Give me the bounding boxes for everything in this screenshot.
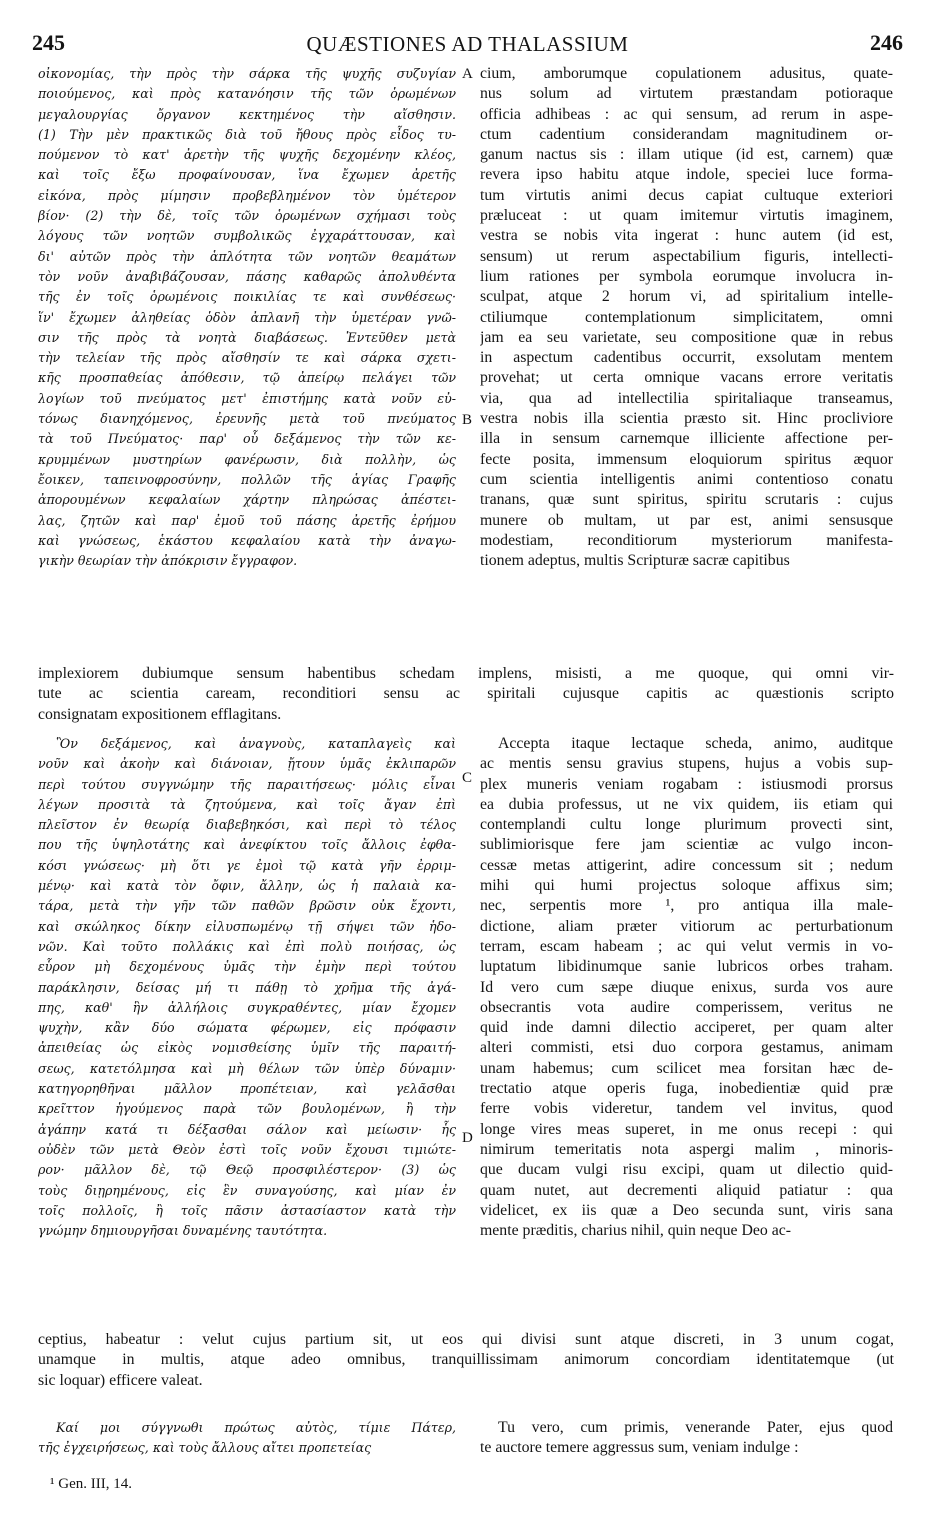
- text-line: tum virtutis animi decus capiat cultuque exteriori: [480, 186, 893, 204]
- text-line: obsecrantis vota audire comperissem, veritus ne: [480, 998, 893, 1016]
- text-line: λογίων τοῦ πνεύματος μετ' ἐπιστήμης κατὰ νοῦν εὐ-: [38, 390, 456, 406]
- text-line: implexiorem dubiumque sensum habentibus schedam implens, misisti, a me quoque, qui omni vir-: [38, 665, 894, 682]
- text-line: cum scientia intelligentis animi contentioso conatu: [480, 470, 893, 488]
- text-line: unam habemus; cum scilicet mea forsitan hæc de-: [480, 1059, 893, 1077]
- text-line: in aspectum cadentibus occurrit, exsolutam mentem: [480, 349, 893, 367]
- text-line: τὴν τελείαν τῆς πρὸς αἴσθησίν τε καὶ σάρκα σχετι-: [38, 350, 456, 366]
- text-line: nus solum ad virtutem præstandam potioraque: [480, 85, 893, 103]
- text-line: λόγους τῶν νοητῶν συμβολικῶς ἐγχαράττουσαν, καὶ: [38, 228, 456, 244]
- text-line: longe vires meas superet, in me onus recepi : qui: [480, 1120, 893, 1138]
- text-line: luptatum libidinumque sanie lubricos orbes traham.: [480, 958, 893, 976]
- latin-column-block-3: [480, 1418, 893, 1459]
- text-line: mihi qui humi projectus soloque affixus sim;: [480, 877, 893, 895]
- text-line: τάρα, μετὰ τὴν γῆν τῶν παθῶν βρῶσιν οὐκ ἔχοντι,: [38, 898, 456, 914]
- text-line: ἀπορουμένων κεφαλαίων χάρτην πληρώσας ἀπέστει-: [38, 492, 456, 508]
- text-line: ἔοικεν, ταπεινοφροσύνην, πολλῶν τῆς ἁγίας Γραφῆς: [38, 471, 456, 487]
- full-width-latin-2: [38, 1330, 894, 1391]
- text-line: οἰκονομίας, τὴν πρὸς τὴν σάρκα τῆς ψυχῆς συζυγίαν: [38, 66, 456, 81]
- text-line: Accepta itaque lectaque scheda, animo, auditque: [498, 735, 893, 752]
- text-line: cessæ metas attigerint, adire concessum sit ; nedum: [480, 856, 893, 874]
- text-line: plex muneris veniam rogabam : istiusmodi prorsus: [480, 775, 893, 793]
- text-line: κρυμμένων μυστηρίων φανέρωσιν, διὰ πολλὴν, ὡς: [38, 451, 456, 467]
- text-line: σιν τῆς πρὸς τὰ νοητὰ διαβάσεως. Ἐντεῦθεν μετὰ: [38, 329, 456, 345]
- text-line: τόνως διανηχόμενος, ἐρευνῆς μετὰ τοῦ πνεύματος: [38, 411, 456, 427]
- text-line: μεγαλουργίας ὄργανον κεκτημένος τὴν αἴσθησιν.: [38, 106, 456, 122]
- margin-marker-d: D: [462, 1130, 473, 1146]
- text-line: ψυχὴν, κἂν δύο σώματα φέρωμεν, εἰς πρόφασιν: [38, 1020, 456, 1036]
- text-line: modestiam, reconditiorum mysteriorum manifesta-: [480, 531, 893, 549]
- page-header: [32, 30, 903, 58]
- greek-column-block-2: [38, 734, 456, 1241]
- left-page-number: 245: [32, 30, 65, 55]
- text-line: ἀπειθείας ὡς εἰκὸς νομισθείσης ὑμῖν τῆς παραιτή-: [38, 1040, 456, 1056]
- text-line: quid inde damni dilectio acciperet, per quam alter: [480, 1019, 893, 1037]
- text-line: contemplandi cultu longe plurimum provecti sint,: [480, 816, 893, 834]
- text-line: Id vero cum sæpe diuque enixus, surda vos aure: [480, 978, 893, 996]
- text-line: revera ipso habitu atque indole, speciei luce forma-: [480, 166, 893, 184]
- greek-column-block-1: [38, 64, 456, 571]
- text-line: λας, ζητῶν καὶ παρ' ἐμοῦ τοῦ πάσης ἀρετῆς ἐρήμου: [38, 512, 456, 528]
- text-line: ἵν' ἔχωμεν ἀληθείας ὁδὸν ἀπλανῆ τὴν ὑμετέραν γνῶ-: [38, 309, 456, 325]
- text-line: εὗρον μὴ δεχομένους ὑμᾶς τὴν ἐμὴν περὶ τούτου: [38, 959, 456, 975]
- text-line: (1) Τὴν μὲν πρακτικῶς διὰ τοῦ ἤθους πρὸς εἶδος τυ-: [38, 126, 456, 142]
- text-line: cium, amborumque copulationem adusitus, quate-: [480, 65, 893, 82]
- text-line: νῶν. Καὶ τοῦτο πολλάκις καὶ ἐπὶ πολὺ ποιήσας, ὡς: [38, 938, 456, 954]
- text-line: tute ac scientia caream, reconditiori sensu ac spiritali cujusque capitis ac quæstionis scripto: [38, 685, 894, 703]
- text-line: καὶ σκώληκος δίκην εἰλυσπωμένῳ τῇ σήψει τῶν ἡδο-: [38, 918, 456, 934]
- text-line: videlicet, ex iis quæ a Deo secunda sunt, viris sana: [480, 1201, 893, 1219]
- text-line: dictione, aliam præter vitiorum ac perturbationum: [480, 917, 893, 935]
- text-line: σεως, κατετόλμησα καὶ μὴ θέλων τῶν ὑπὲρ δύναμιν·: [38, 1060, 456, 1076]
- text-line: sublimiorisque fere jam scientiæ ac vulgo incon-: [480, 836, 893, 854]
- text-line: λέγων προσιτὰ τὰ ζητούμενα, καὶ τοῖς ἄγαν ἐπὶ: [38, 796, 456, 812]
- text-line: Tu vero, cum primis, venerande Pater, ejus quod: [498, 1419, 893, 1436]
- text-line: τοῖς πολλοῖς, ἢ τοῖς πᾶσιν ἀστασίαστον κατὰ τὴν: [38, 1202, 456, 1218]
- text-line: ctum cadentium considerandam magnitudinem or-: [480, 125, 893, 143]
- text-line: unamque in multis, atque adeo omnibus, tranquillissimam animorum concordiam identitatemque (ut: [38, 1351, 894, 1369]
- text-line: δι' αὐτῶν πρὸς τὴν ἁπλότητα τῶν νοητῶν θεαμάτων: [38, 248, 456, 264]
- text-line: ceptius, habeatur : velut cujus partium sit, ut eos qui divisi sunt atque discreti, in 3 unum cogat,: [38, 1331, 894, 1348]
- text-line: te auctore temere aggressus sum, veniam indulge :: [480, 1439, 799, 1457]
- text-line: οὐδὲν τῶν μετὰ Θεὸν ἐστὶ τοῖς νοῦν ἔχουσι τιμιώτε-: [38, 1141, 456, 1157]
- text-line: ctiliumque contemplationum simplicitatem, omni: [480, 308, 893, 326]
- greek-column-block-3: [38, 1418, 456, 1459]
- latin-column-block-2: [480, 734, 893, 1241]
- margin-marker-c: C: [462, 770, 473, 786]
- text-line: ποιούμενος, καὶ πρὸς κατανόησιν τῆς τῶν ὁρωμένων: [38, 86, 456, 102]
- text-line: mente præditis, charius nihil, quin neque Deo ac-: [480, 1222, 792, 1240]
- text-line: provehat; ut certa omnique vacans errore veritatis: [480, 369, 893, 387]
- text-line: jam ea seu varietate, seu compositione quæ in rebus: [480, 328, 893, 346]
- text-line: γνώμην δημιουργῆσαι δυναμένης ταυτότητα.: [38, 1223, 328, 1239]
- text-line: præluceat : ut quam imitemur virtutis imaginem,: [480, 207, 893, 225]
- text-line: que ducam vulgi risu excipi, quam ut dilectio quid-: [480, 1161, 893, 1179]
- text-line: μένῳ· καὶ κατὰ τὸν ὄφιν, ἄλλην, ὡς ἡ παλαιὰ κα-: [38, 878, 456, 894]
- text-line: κῆς προσπαθείας ἀπόθεσιν, τῷ ἀπείρῳ πελάγει τῶν: [38, 370, 456, 386]
- text-line: fecte posita, immensum eloquiorum spiritus æquor: [480, 450, 893, 468]
- text-line: trectatio atque operis fuga, inobedientiæ quid præ: [480, 1080, 893, 1098]
- text-line: sic loquar) efficere valeat.: [38, 1371, 203, 1389]
- text-line: τὸν νοῦν ἀναβιβάζουσαν, πάσης καθαρῶς ἀπολυθέντα: [38, 268, 456, 284]
- text-line: officia adhibeas : ac qui sensum, ad rerum in aspe-: [480, 105, 893, 123]
- text-line: εἰκόνα, πρὸς μίμησιν προβεβλημένον τὸν ὑμέτερον: [38, 187, 456, 203]
- text-line: ganum nactus sis : illam utique (id est, carnem) quæ: [480, 146, 893, 164]
- full-width-latin-1: [38, 664, 894, 725]
- text-line: vestra nobis illa scientia præsto sit. Hinc procliviore: [480, 410, 893, 428]
- text-line: Ὃν δεξάμενος, καὶ ἀναγνοὺς, καταπλαγεὶς καὶ: [56, 736, 456, 751]
- text-line: lium rationes per symbola eorumque involucra in-: [480, 267, 893, 285]
- text-line: ac mentis sensu gravius stupens, hujus a vobis sup-: [480, 755, 893, 773]
- text-line: κατηγορηθῆναι μᾶλλον προπέτειαν, καὶ γελᾶσθαι: [38, 1081, 456, 1097]
- text-line: terram, escam habeam ; ac qui velut vermis in vo-: [480, 937, 893, 955]
- text-line: ἀγάπην κατά τι δέξασθαι σάλον καὶ μείωσιν· ἧς: [38, 1121, 456, 1137]
- right-page-number: 246: [870, 30, 903, 55]
- text-line: γικὴν θεωρίαν τὴν ἀπόκρισιν ἔγγραφον.: [38, 553, 298, 569]
- text-line: πούμενον τὸ κατ' ἀρετὴν τῆς ψυχῆς δεχομένην κλέος,: [38, 147, 456, 163]
- text-line: ferre vobis videretur, tandem vel invitus, quod: [480, 1100, 893, 1118]
- text-line: περὶ τούτου συγγνώμην τῆς παραιτήσεως· μόλις εἶναι: [38, 776, 456, 792]
- margin-marker-a: A: [462, 66, 473, 82]
- text-line: πης, καθ' ἣν ἀλλήλοις συγκραθέντες, μίαν ἔχομεν: [38, 999, 456, 1015]
- text-line: Καί μοι σύγγνωθι πρώτως αὐτὸς, τίμιε Πάτερ,: [56, 1420, 456, 1435]
- running-title: QUÆSTIONES AD THALASSIUM: [306, 32, 629, 56]
- text-line: nec, serpentis more ¹, pro antiqua illa male-: [480, 897, 893, 915]
- text-line: τοὺς διῃρημένους, εἰς ἓν συναγούσης, καὶ μίαν ἐν: [38, 1182, 456, 1198]
- text-line: που τῆς ὑψηλοτάτης καὶ ἀνεφίκτου τοῖς ἄλλοις ἐφθα-: [38, 837, 456, 853]
- text-line: ρον· μᾶλλον δὲ, τῷ Θεῷ προσφιλέστερον· (3) ὡς: [38, 1162, 456, 1178]
- text-line: illa in sensum carnemque illiciente affectione per-: [480, 430, 893, 448]
- text-line: τῆς ἐγχειρήσεως, καὶ τοὺς ἄλλους αἴτει προπετείας: [38, 1440, 372, 1456]
- text-line: tionem adeptus, multis Scripturæ sacræ capitibus: [480, 552, 790, 570]
- text-line: καὶ τοῖς ἔξω προφαίνουσαν, ἵνα ἔχωμεν ἀρετῆς: [38, 167, 456, 183]
- text-line: quam nutet, aut decrementi aliquid patiatur : qua: [480, 1181, 893, 1199]
- latin-column-block-1: [480, 64, 893, 571]
- text-line: nimirum temeritatis nota aspergi malim , minoris-: [480, 1140, 893, 1158]
- text-line: τὰ τοῦ Πνεύματος· παρ' οὗ δεξάμενος τὴν τῶν κε-: [38, 431, 456, 447]
- text-line: καὶ γνώσεως, ἑκάστου κεφαλαίου κατὰ τὴν ἀναγω-: [38, 532, 456, 548]
- text-line: tranans, quæ sunt spiritus, spiritu scrutaris : cujus: [480, 491, 893, 509]
- text-line: πλεῖστον ἐν θεωρίᾳ διαβεβηκόσι, καὶ περὶ τὸ τέλος: [38, 817, 456, 833]
- text-line: ea dubia professus, ut ne vix quidem, iis etiam qui: [480, 795, 893, 813]
- text-line: via, qua ad intellectilia spiritaliaque transeamus,: [480, 389, 893, 407]
- margin-marker-b: B: [462, 412, 473, 428]
- text-line: παράκλησιν, δείσας μή τι πάθῃ τὸ χρῆμα τῆς ἀγά-: [38, 979, 456, 995]
- footnote: ¹ Gen. III, 14.: [50, 1476, 132, 1492]
- text-line: τῆς ἐν τοῖς ὁρωμένοις ποικιλίας τε καὶ συνθέσεως·: [38, 289, 456, 305]
- text-line: κόσι γνώσεως· μὴ ὅτι γε ἐμοὶ τῷ κατὰ γῆν ἐρριμ-: [38, 857, 456, 873]
- text-line: νοῦν καὶ ἀκοὴν καὶ διάνοιαν, ᾔτουν ὑμᾶς ἐκλιπαρῶν: [38, 756, 456, 772]
- text-line: sensum) ut rerum aspectabilium figuris, intellecti-: [480, 247, 893, 265]
- text-line: consignatam expositionem efflagitans.: [38, 705, 282, 723]
- text-line: vestra se nobis vita ingerat : hunc autem (id est,: [480, 227, 893, 245]
- text-line: sculpat, atque 2 horum vi, ad spiritalium intelle-: [480, 288, 893, 306]
- text-line: κρεῖττον ἡγούμενος παρὰ τῶν βουλομένων, ἢ τὴν: [38, 1101, 456, 1117]
- text-line: munere ob multam, ut par est, animi sensusque: [480, 511, 893, 529]
- text-line: βίον· (2) τὴν δὲ, τοῖς τῶν ὁρωμένων σχήμασι τοὺς: [38, 208, 456, 224]
- text-line: alteri commisti, etsi duo corpora gestamus, animam: [480, 1039, 893, 1057]
